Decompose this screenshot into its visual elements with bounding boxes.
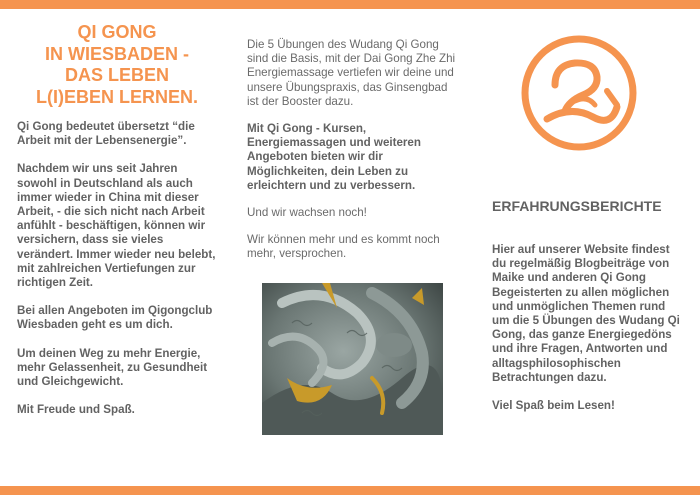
page-title: QI GONG IN WIESBADEN - DAS LEBEN L(I)EBEN LERNEN. [36,22,198,107]
middle-paragraph-4: Wir können mehr und es kommt noch mehr, versprochen. [247,233,440,261]
bottom-accent-band [0,486,700,495]
left-column [17,22,217,431]
dragon-carving-photo [262,283,443,435]
right-column [492,198,682,427]
testimonials-heading: ERFAHRUNGSBERICHTE [492,198,662,214]
left-paragraph-2: Nachdem wir uns seit Jahren sowohl in Deutschland als auch immer wieder in China mit dieser Arbeit, - die sich nicht nach Arbeit anfühlt - beschäftigen, können wir versichern, dass sie vieles verändert. Immer wieder neu belebt, mit zahlreichen Vertiefungen zur richtigen Zeit. [17,162,216,290]
qi-gong-circle-logo-icon [521,35,637,151]
left-paragraph-4: Um deinen Weg zu mehr Energie, mehr Gelassenheit, zu Gesundheit und Gleichgewicht. [17,346,208,389]
middle-paragraph-1: Die 5 Übungen des Wudang Qi Gong sind die Basis, mit der Dai Gong Zhe Zhi Energiemassage vertiefen wir deine und unsere Übungspraxis, das Ginsengbad ist der Booster dazu. [247,38,456,108]
left-paragraph-3: Bei allen Angeboten im Qigongclub Wiesbaden geht es um dich. [17,304,213,332]
right-paragraph-1: Hier auf unserer Website findest du regelmäßig Blogbeiträge von Maike und anderen Qi Gong Begeisterten zu allen möglichen und unmöglichen Themen rund um die 5 Übungen des Wudang Qi Gong, das ganze Energiegedöns und ihre Fragen, Antworten und alltagsphilosophischen Betrachtungen dazu. [492,243,680,384]
middle-paragraph-3: Und wir wachsen noch! [247,206,367,220]
left-paragraph-1: Qi Gong bedeutet übersetzt “die Arbeit mit der Lebensenergie”. [17,120,195,148]
top-accent-band [0,0,700,9]
middle-column [247,38,459,275]
left-paragraph-5: Mit Freude und Spaß. [17,403,135,417]
middle-paragraph-2: Mit Qi Gong - Kursen, Energiemassagen und weiteren Angeboten bieten wir dir Möglichkeiten, dein Leben zu erleichtern und zu verbessern. [247,122,421,192]
right-paragraph-2: Viel Spaß beim Lesen! [492,399,615,413]
